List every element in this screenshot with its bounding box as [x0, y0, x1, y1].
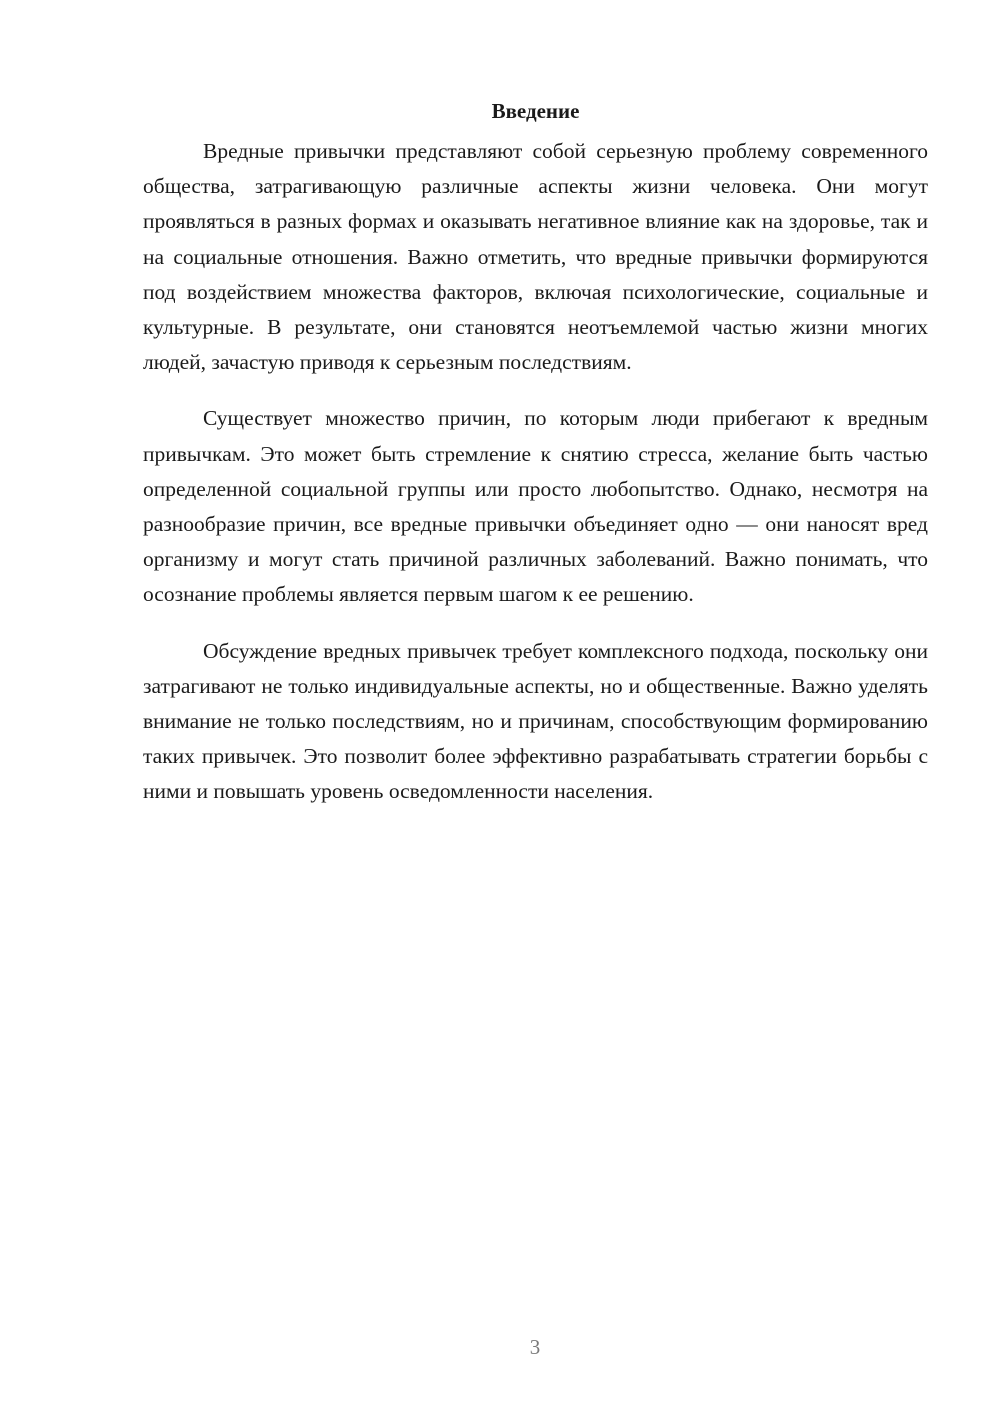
paragraph-3: Обсуждение вредных привычек требует комплексного подхода, поскольку они затрагивают не только индивидуальные аспекты, но и общественные. Важно уделять внимание не только последствиям, но и причинам, способствующим формированию таких привычек. Это позволит более эффективно разрабатывать стратегии борьбы с ними и повышать уровень осведомленности населения. — [143, 638, 928, 804]
paragraph-2: Существует множество причин, по которым люди прибегают к вредным привычкам. Это может быть стремление к снятию стресса, желание быть частью определенной социальной группы или просто любопытство. Однако, несмотря на разнообразие причин, все вредные привычки объединяет одно — они наносят вред организму и могут стать причиной различных заболеваний. Важно понимать, что осознание проблемы является первым шагом к ее решению. — [143, 406, 928, 607]
page-number: 3 — [529, 1335, 541, 1359]
page-content — [143, 96, 928, 831]
section-title: Введение — [491, 99, 580, 123]
paragraph-1: Вредные привычки представляют собой серьезную проблему современного общества, затрагивающую различные аспекты жизни человека. Они могут проявляться в разных формах и оказывать негативное влияние как на здоровье, так и на социальные отношения. Важно отметить, что вредные привычки формируются под воздействием множества факторов, включая психологические, социальные и культурные. В результате, они становятся неотъемлемой частью жизни многих людей, зачастую приводя к серьезным последствиям. — [143, 139, 928, 375]
